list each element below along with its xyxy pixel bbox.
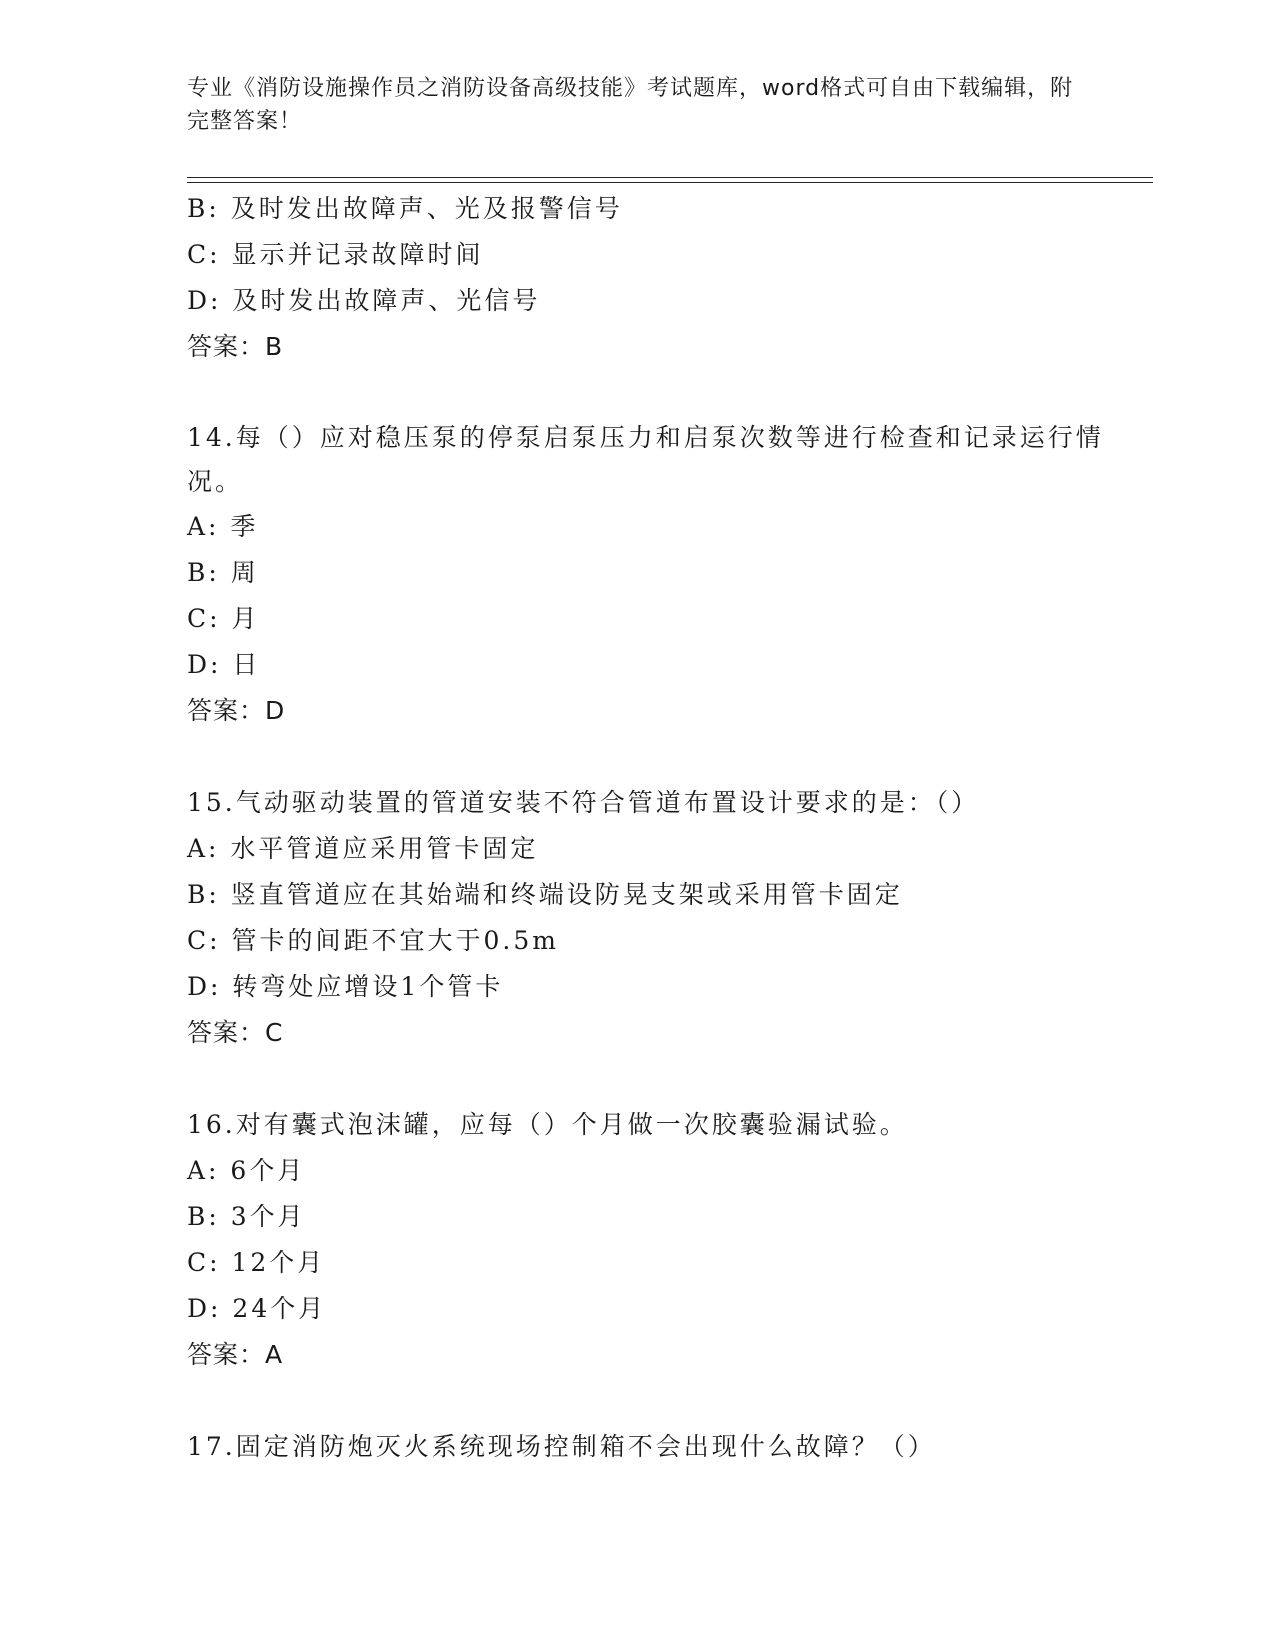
- option-a: A: 季: [187, 512, 259, 541]
- answer: 答案：A: [187, 1340, 284, 1369]
- answer: 答案：D: [187, 696, 286, 725]
- option-c: C: 管卡的间距不宜大于0.5m: [187, 926, 559, 955]
- option-b: B: 3个月: [187, 1202, 306, 1231]
- option-d: D: 及时发出故障声、光信号: [187, 286, 541, 315]
- option-b: B: 周: [187, 558, 259, 587]
- option-d: D: 24个月: [187, 1294, 327, 1323]
- question-text: 16.对有囊式泡沫罐，应每（）个月做一次胶囊验漏试验。: [187, 1110, 908, 1139]
- option-c: C: 显示并记录故障时间: [187, 240, 484, 269]
- option-b: B: 竖直管道应在其始端和终端设防晃支架或采用管卡固定: [187, 880, 903, 909]
- answer: 答案：B: [187, 332, 284, 361]
- option-b: B: 及时发出故障声、光及报警信号: [187, 194, 623, 223]
- header-rule-thick: [187, 177, 1153, 178]
- header-rule-thin: [187, 182, 1153, 183]
- option-c: C: 月: [187, 604, 260, 633]
- option-d: D: 转弯处应增设1个管卡: [187, 972, 504, 1001]
- spacer: [187, 734, 1127, 780]
- spacer: [187, 1056, 1127, 1102]
- question-17: [187, 1424, 1127, 1470]
- question-15: [187, 780, 1127, 1056]
- question-text: 14.每（）应对稳压泵的停泵启泵压力和启泵次数等进行检查和记录运行情况。: [187, 423, 1104, 496]
- document-body: [187, 186, 1127, 1470]
- option-a: A: 6个月: [187, 1156, 306, 1185]
- question-text: 15.气动驱动装置的管道安装不符合管道布置设计要求的是：（）: [187, 788, 980, 817]
- document-header: 专业《消防设施操作员之消防设备高级技能》考试题库，word格式可自由下载编辑，附完整答案！: [187, 76, 1074, 134]
- question-14: [187, 416, 1127, 734]
- option-c: C: 12个月: [187, 1248, 326, 1277]
- answer: 答案：C: [187, 1018, 284, 1047]
- question-text: 17.固定消防炮灭火系统现场控制箱不会出现什么故障？（）: [187, 1432, 936, 1461]
- question-13-tail: [187, 186, 1127, 370]
- spacer: [187, 1378, 1127, 1424]
- question-16: [187, 1102, 1127, 1378]
- spacer: [187, 370, 1127, 416]
- option-d: D: 日: [187, 650, 261, 679]
- option-a: A: 水平管道应采用管卡固定: [187, 834, 539, 863]
